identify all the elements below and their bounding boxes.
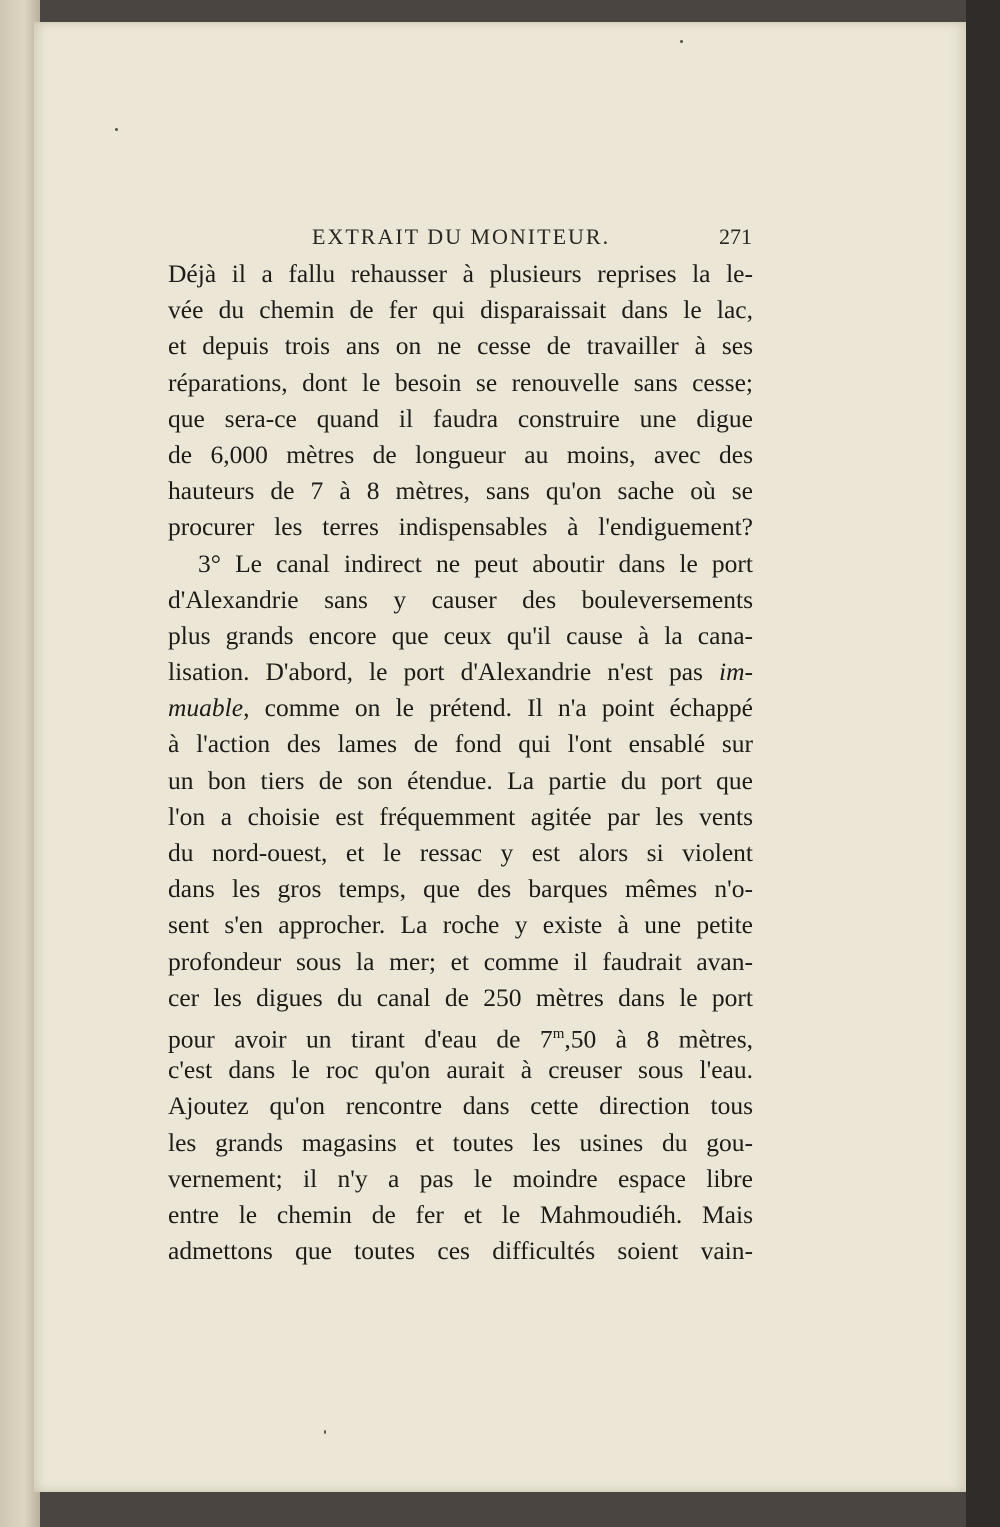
text-line-with-italic	[168, 690, 753, 726]
text-line: c'est dans le roc qu'on aurait à creuser sous l'eau.	[168, 1055, 753, 1085]
text-line: et depuis trois ans on ne cesse de travailler à ses	[168, 331, 753, 361]
text-line: un bon tiers de son étendue. La partie du port que	[168, 765, 753, 795]
running-title: EXTRAIT DU MONITEUR.	[312, 224, 611, 249]
text-line: profondeur sous la mer; et comme il faudrait avan-	[168, 946, 753, 976]
text-line: hauteurs de 7 à 8 mètres, sans qu'on sache où se	[168, 476, 753, 506]
text-line: Déjà il a fallu rehausser à plusieurs reprises la le-	[168, 259, 753, 288]
text-line: à l'action des lames de fond qui l'ont ensablé sur	[168, 729, 753, 759]
text-line: les grands magasins et toutes les usines du gou-	[168, 1127, 753, 1157]
text-line: sent s'en approcher. La roche y existe à une petite	[168, 910, 753, 940]
italic-word: muable	[168, 693, 244, 723]
text-line: vée du chemin de fer qui disparaissait dans le lac,	[168, 295, 753, 325]
text-line: Ajoutez qu'on rencontre dans cette direction tous	[168, 1091, 753, 1121]
text-line: procurer les terres indispensables à l'endiguement?	[168, 512, 753, 542]
text-line: plus grands encore que ceux qu'il cause à la cana-	[168, 620, 753, 650]
scan-background-edge	[966, 0, 1000, 1527]
text-segment: pour avoir un tirant d'eau de 7	[168, 1024, 553, 1054]
text-line-with-italic	[168, 654, 753, 690]
text-line: vernement; il n'y a pas le moindre espace libre	[168, 1163, 753, 1193]
text-line-with-superscript	[168, 1016, 753, 1052]
text-line: réparations, dont le besoin se renouvelle sans cesse;	[168, 367, 753, 397]
text-line: de 6,000 mètres de longueur au moins, avec des	[168, 439, 753, 469]
text-line: entre le chemin de fer et le Mahmoudiéh. Mais	[168, 1199, 753, 1229]
text-line: cer les digues du canal de 250 mètres dans le port	[168, 982, 753, 1012]
text-line: l'on a choisie est fréquemment agitée par les vents	[168, 801, 753, 831]
running-header	[312, 224, 752, 254]
text-segment: , comme on le prétend. Il n'a point échappé	[243, 693, 753, 723]
body-text	[168, 256, 753, 1269]
text-line: du nord-ouest, et le ressac y est alors si violent	[168, 838, 753, 867]
paper-speck	[324, 1430, 326, 1434]
page-number: 271	[719, 224, 752, 249]
text-line: d'Alexandrie sans y causer des bouleversements	[168, 584, 753, 614]
text-line: admettons que toutes ces difficultés soient vain-	[168, 1236, 753, 1266]
text-segment: ,50 à 8 mètres,	[564, 1024, 753, 1054]
text-line: que sera-ce quand il faudra construire une digue	[168, 403, 753, 433]
text-segment: lisation. D'abord, le port d'Alexandrie n'est pas	[168, 657, 703, 687]
text-line: 3° Le canal indirect ne peut aboutir dans le port	[198, 548, 753, 578]
superscript: m	[552, 1025, 565, 1042]
text-line: dans les gros temps, que des barques mêmes n'o-	[168, 874, 753, 904]
paper-speck	[115, 128, 118, 131]
paper-speck	[680, 40, 683, 43]
italic-word: im-	[719, 657, 753, 687]
